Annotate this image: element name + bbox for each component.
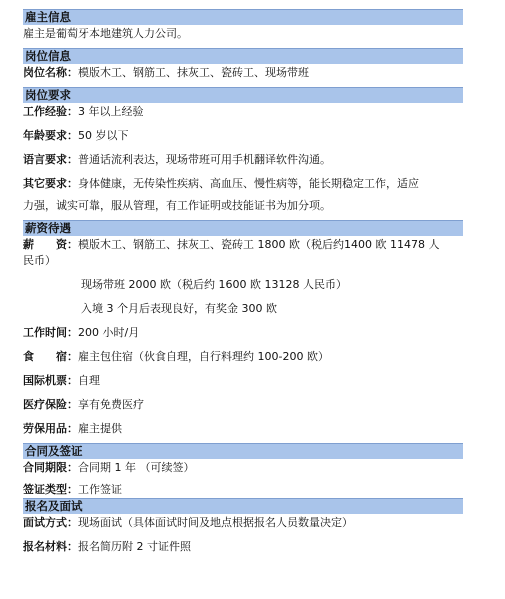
board-label: 食 宿： [23, 350, 78, 363]
employer-text: 雇主是葡萄牙本地建筑人力公司。 [23, 27, 188, 40]
section-header-contract: 合同及签证 [23, 443, 463, 460]
materials-row [23, 539, 463, 555]
salary-row [23, 237, 463, 253]
contract-term-label: 合同期限： [23, 461, 78, 474]
other-requirements-value-line2: 力强，诚实可靠，服从管理，有工作证明或技能证书为加分项。 [23, 199, 331, 212]
experience-row [23, 104, 463, 120]
section-header-position: 岗位信息 [23, 48, 463, 65]
salary-line4: 入境 3 个月后表现良好，有奖金 300 欧 [81, 302, 277, 315]
section-header-requirements: 岗位要求 [23, 87, 463, 104]
visa-type-row [23, 482, 463, 498]
hours-value: 200 小时/月 [78, 326, 140, 339]
salary-line2: 民币） [23, 254, 56, 267]
salary-line1: 模版木工、钢筋工、抹灰工、瓷砖工 1800 欧（税后约1400 欧 11478 人 [78, 238, 440, 251]
job-posting-document [23, 9, 463, 555]
medical-row [23, 397, 463, 413]
other-requirements-row [23, 176, 463, 192]
position-name-value: 模版木工、钢筋工、抹灰工、瓷砖工、现场带班 [78, 66, 309, 79]
materials-value: 报名简历附 2 寸证件照 [78, 540, 191, 553]
ticket-row [23, 373, 463, 389]
board-value: 雇主包住宿（伙食自理，自行料理约 100-200 欧） [78, 350, 329, 363]
salary-label: 薪 资： [23, 238, 78, 251]
position-name-label: 岗位名称： [23, 66, 78, 79]
ppe-row [23, 421, 463, 437]
ppe-value: 雇主提供 [78, 422, 122, 435]
interview-value: 现场面试（具体面试时间及地点根据报名人员数量决定） [78, 516, 353, 529]
medical-label: 医疗保险： [23, 398, 78, 411]
age-value: 50 岁以下 [78, 129, 129, 142]
ppe-label: 劳保用品： [23, 422, 78, 435]
ticket-value: 自理 [78, 374, 100, 387]
interview-row [23, 515, 463, 531]
section-header-apply: 报名及面试 [23, 498, 463, 515]
contract-term-row [23, 460, 463, 476]
position-name-row [23, 65, 463, 81]
hours-label: 工作时间： [23, 326, 78, 339]
experience-value: 3 年以上经验 [78, 105, 144, 118]
medical-value: 享有免费医疗 [78, 398, 144, 411]
hours-row [23, 325, 463, 341]
language-label: 语言要求： [23, 153, 78, 166]
materials-label: 报名材料： [23, 540, 78, 553]
language-row [23, 152, 463, 168]
other-requirements-label: 其它要求： [23, 177, 78, 190]
experience-label: 工作经验： [23, 105, 78, 118]
salary-line3: 现场带班 2000 欧（税后约 1600 欧 13128 人民币） [81, 278, 347, 291]
other-requirements-value-line1: 身体健康，无传染性疾病、高血压、慢性病等，能长期稳定工作，适应 [78, 177, 419, 190]
board-row [23, 349, 463, 365]
age-label: 年龄要求： [23, 129, 78, 142]
ticket-label: 国际机票： [23, 374, 78, 387]
visa-type-value: 工作签证 [78, 483, 122, 496]
section-header-employer: 雇主信息 [23, 9, 463, 26]
section-header-salary: 薪资待遇 [23, 220, 463, 237]
language-value: 普通话流利表达，现场带班可用手机翻译软件沟通。 [78, 153, 331, 166]
contract-term-value: 合同期 1 年 （可续签） [78, 461, 195, 474]
age-row [23, 128, 463, 144]
visa-type-label: 签证类型： [23, 483, 78, 496]
interview-label: 面试方式： [23, 516, 78, 529]
